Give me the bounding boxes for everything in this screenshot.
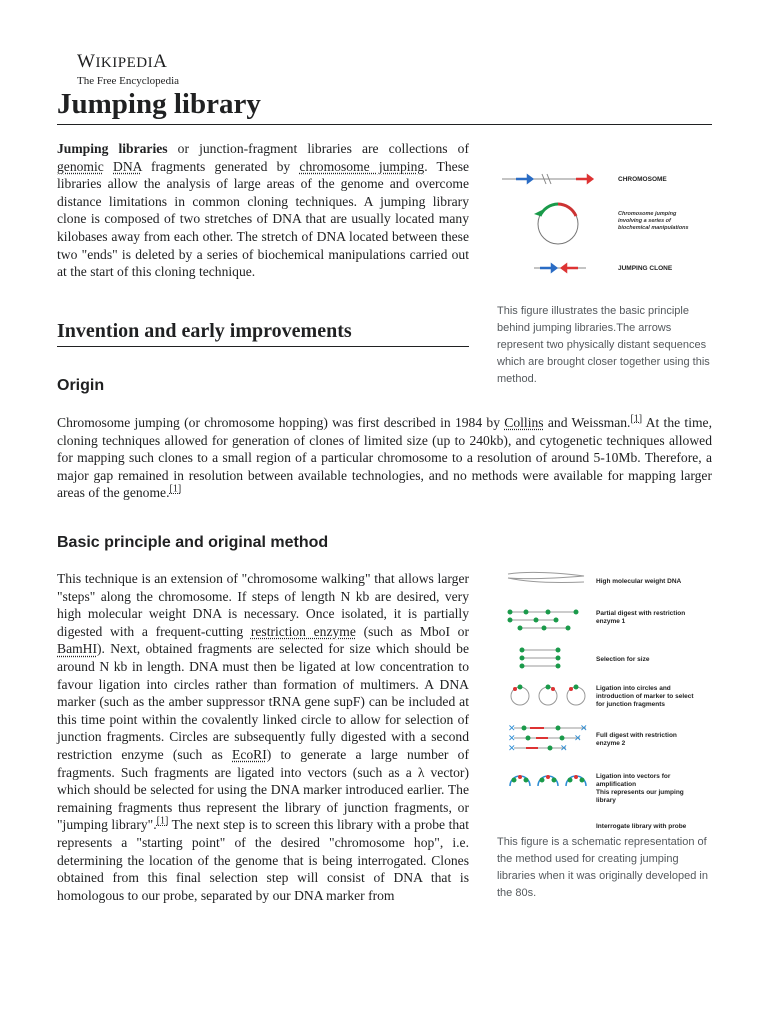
svg-text:✕: ✕: [560, 743, 568, 753]
size-selected-fragments: [520, 648, 561, 669]
link-chromosome-jumping[interactable]: chromosome jumping: [299, 158, 425, 174]
digested-fragments: [508, 723, 588, 753]
basic-text: ) to generate a large number of fragments. Such fragments are ligated into vectors (such as a λ vector) which should be selected for using the DNA marker introduced earlier. The remaining fragments thus represent the library of junction fragments, or "jumping library".: [57, 746, 470, 833]
wikipedia-logo[interactable]: [77, 52, 179, 88]
link-bamhi[interactable]: BamHI: [57, 641, 98, 657]
section-heading-invention: Invention and early improvements: [57, 320, 352, 342]
figure-2-step-label: Selection for size: [596, 656, 650, 663]
basic-text: ). Next, obtained fragments are selected for size which should be around N kb in length. DNA must then be ligated at low concentration to favour ligation into circles rather than formation of multimers. A DNA marker (such as the amber suppressor tRNA gene supF) can be included at this time point within the covalently linked circle to allow for selection of junction fragments. Circles are subsequently fully digested with a second restriction enzyme (such as: [57, 641, 469, 762]
figure-1-image: [494, 158, 712, 296]
figure-2-step-label: amplification: [596, 781, 637, 788]
basic-text: (such as MboI or: [355, 623, 469, 639]
partial-digest-fragments: [508, 610, 579, 631]
figure-2-step-label: enzyme 2: [596, 740, 626, 747]
link-genomic[interactable]: genomic: [57, 158, 104, 174]
figure-1-annotation: Chromosome jumping: [618, 211, 677, 217]
svg-text:✕: ✕: [574, 733, 582, 743]
reference-link[interactable]: [1]: [156, 815, 169, 827]
subheading-basic-principle: Basic principle and original method: [57, 534, 329, 551]
ligated-circles: [511, 685, 585, 706]
green-arc-icon: [540, 204, 558, 216]
figure-2-step-label: Interrogate library with probe: [596, 823, 687, 830]
svg-text:✕: ✕: [508, 743, 516, 753]
logo-tagline: The Free Encyclopedia: [77, 75, 180, 87]
red-arrow-icon: [576, 176, 592, 182]
figure-2-step-label: introduction of marker to select: [596, 693, 694, 700]
origin-text: Chromosome jumping (or chromosome hopping) was first described in 1984 by: [57, 415, 505, 430]
basic-text: This technique is an extension of "chromosome walking" that allows larger "steps" along the chromosome. If steps of length N kb are desired, very high molecular weight DNA is necessary. Once isolated, it is partially digested with a frequent-cutting: [57, 571, 469, 639]
basic-paragraph: [57, 570, 469, 904]
basic-text: The next step is to screen this library with a probe that represents a "starting point" of the desired "chromosome hop", i.e. determining the location of the genome that is being interrogated. Clones obtained from this final selection step will consist of DNA that is homologous to our probe, separated by our DNA marker from: [57, 817, 469, 903]
figure-2-step-label: Ligation into circles and: [596, 685, 671, 692]
figure-2-step-label: High molecular weight DNA: [596, 578, 682, 585]
page-title: Jumping library: [57, 88, 261, 120]
blue-arrow-icon: [516, 176, 532, 182]
figure-2-caption: This figure is a schematic representation of the method used for creating jumping libraries when it was originally developed in the 80s.: [497, 836, 708, 899]
intro-lead: Jumping libraries: [57, 141, 168, 156]
blue-arrow-icon: [540, 265, 556, 271]
figure-1-annotation: involving a series of: [618, 218, 671, 224]
link-restriction-enzyme[interactable]: restriction enzyme: [250, 623, 356, 639]
origin-paragraph: [57, 414, 712, 502]
figure-2-step-label: enzyme 1: [596, 618, 626, 625]
title-divider: [57, 124, 712, 125]
figure-1-label-jumping-clone: JUMPING CLONE: [618, 265, 673, 272]
hmw-dna-strands: [508, 572, 584, 582]
figure-1-annotation: biochemical manipulations: [618, 225, 689, 231]
figure-2-step-label: Full digest with restriction: [596, 732, 677, 739]
red-arc-icon: [558, 204, 576, 216]
figure-2-step-label: Ligation into vectors for: [596, 773, 671, 780]
origin-text: and Weissman.: [543, 415, 631, 430]
figure-2-step-label: This represents our jumping: [596, 789, 684, 796]
link-dna[interactable]: DNA: [113, 158, 142, 174]
red-arrow-icon: [562, 265, 578, 271]
subheading-origin: Origin: [57, 377, 105, 394]
figure-1-caption: This figure illustrates the basic principle behind jumping libraries.The arrows represent two physically distant sequences which are brought closer together using this method.: [497, 305, 710, 385]
intro-text: . These libraries allow the analysis of large areas of the genome and overcome distance limitations in common cloning techniques. A jumping library clone is composed of two stretches of DNA that are usually located many kilobases away from each other. The stretch of DNA located between these two "ends" is deleted by a series of biochemical manipulations carried out at the start of this cloning technique.: [57, 158, 470, 280]
svg-text:✕: ✕: [508, 733, 516, 743]
vector-library: [510, 775, 586, 786]
figure-2-step-label: library: [596, 797, 616, 804]
figure-2-step-label: for junction fragments: [596, 701, 665, 708]
link-collins[interactable]: Collins: [504, 415, 544, 430]
section-divider: [57, 346, 469, 347]
origin-text: At the time, cloning techniques allowed for generation of clones of limited size (up to 240kb), and cytogenetic techniques allowed for mapping such clones to a small region of a particular chromosome to a resolution of around 5-10Mb. Therefore, a major gap remained in resolution between available technologies, and no methods were available for mapping larger areas of the genome.: [57, 415, 712, 501]
intro-text: fragments generated by: [141, 158, 300, 174]
intro-paragraph: [57, 140, 469, 281]
svg-text:✕: ✕: [508, 723, 516, 733]
intro-text: or junction-fragment libraries are collections of: [167, 141, 469, 156]
figure-2-image: [496, 568, 712, 834]
figure-1-label-chromosome: CHROMOSOME: [618, 176, 667, 183]
figure-2-step-label: Partial digest with restriction: [596, 610, 686, 617]
link-ecori[interactable]: EcoRI: [232, 746, 267, 762]
svg-text:✕: ✕: [580, 723, 588, 733]
intro-text: [104, 159, 113, 174]
logo-wordmark: WIKIPEDIA: [77, 51, 168, 72]
reference-link[interactable]: [1]: [630, 413, 643, 425]
reference-link[interactable]: [1]: [169, 483, 182, 495]
